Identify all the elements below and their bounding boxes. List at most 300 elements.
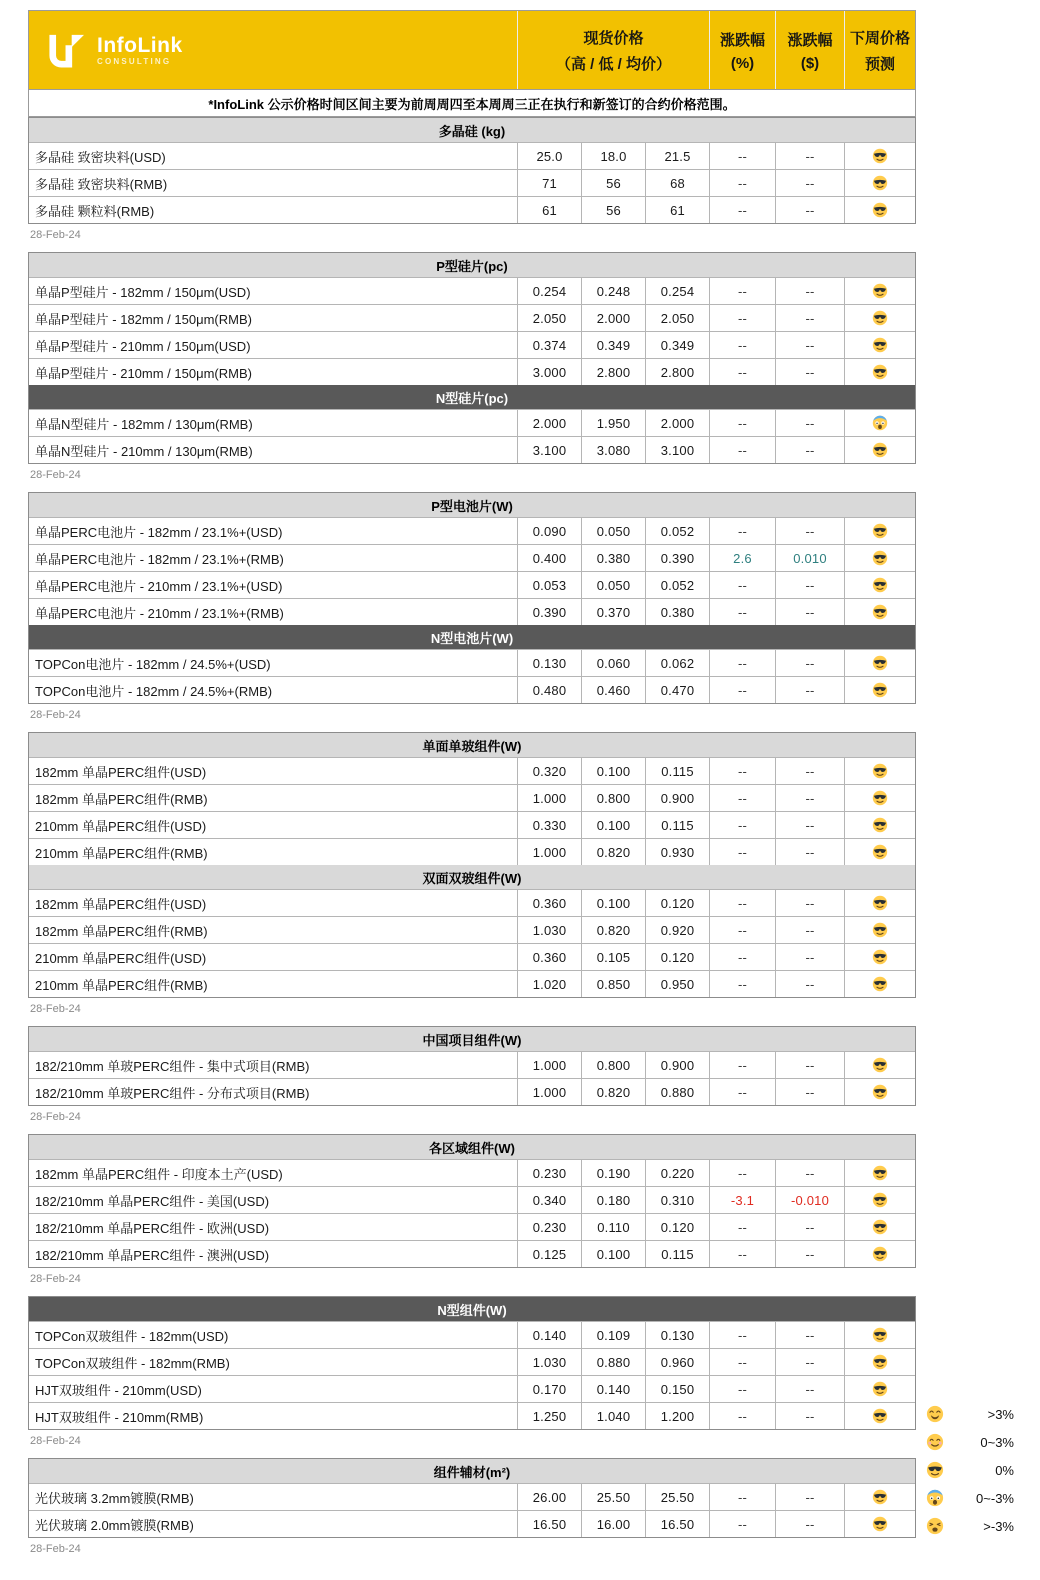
price-avg: 2.000 — [645, 410, 709, 436]
change-pct: -- — [709, 410, 775, 436]
price-high: 0.360 — [517, 944, 581, 970]
face-smile-icon — [926, 1433, 944, 1451]
face-cool-icon — [872, 949, 888, 965]
change-usd: -- — [775, 1241, 844, 1267]
price-low: 0.100 — [581, 1241, 645, 1267]
forecast-cell — [844, 410, 915, 436]
price-avg: 61 — [645, 197, 709, 223]
price-high: 2.050 — [517, 305, 581, 331]
forecast-cell — [844, 1052, 915, 1078]
change-pct: -- — [709, 599, 775, 625]
price-avg: 0.390 — [645, 545, 709, 571]
price-table-block — [28, 117, 916, 224]
change-usd: -- — [775, 410, 844, 436]
price-low: 0.820 — [581, 839, 645, 865]
row-label: TOPCon电池片 - 182mm / 24.5%+(USD) — [35, 656, 271, 672]
face-cool-icon — [872, 1057, 888, 1073]
price-low: 0.050 — [581, 572, 645, 598]
row-label: 182mm 单晶PERC组件(USD) — [35, 896, 207, 912]
change-pct: -- — [709, 332, 775, 358]
forecast-cell — [844, 1079, 915, 1105]
price-low: 0.349 — [581, 332, 645, 358]
price-avg: 0.120 — [645, 890, 709, 916]
change-pct: -- — [709, 839, 775, 865]
price-high: 1.030 — [517, 917, 581, 943]
price-high: 2.000 — [517, 410, 581, 436]
face-grin-icon — [926, 1405, 944, 1423]
date-stamp: 28-Feb-24 — [30, 468, 81, 481]
row-label: 光伏玻璃 3.2mm镀膜(RMB) — [35, 1490, 194, 1506]
date-stamp: 28-Feb-24 — [30, 1542, 81, 1555]
change-pct-unit: (%) — [730, 54, 755, 72]
price-high: 0.053 — [517, 572, 581, 598]
price-low: 0.100 — [581, 890, 645, 916]
forecast-cell — [844, 332, 915, 358]
price-low: 0.800 — [581, 785, 645, 811]
face-cool-icon — [872, 655, 888, 671]
table-row — [29, 970, 915, 997]
price-low: 2.800 — [581, 359, 645, 385]
price-high: 0.330 — [517, 812, 581, 838]
change-usd: -0.010 — [775, 1187, 844, 1213]
price-low: 25.50 — [581, 1484, 645, 1510]
price-table-block — [28, 1296, 916, 1430]
change-pct: -- — [709, 812, 775, 838]
price-low: 0.140 — [581, 1376, 645, 1402]
change-pct: -- — [709, 1484, 775, 1510]
price-avg: 0.150 — [645, 1376, 709, 1402]
table-row — [29, 1078, 915, 1105]
change-usd: -- — [775, 812, 844, 838]
price-avg: 21.5 — [645, 143, 709, 169]
logo-text: InfoLink — [97, 33, 183, 57]
forecast-cell — [844, 1403, 915, 1429]
price-avg: 0.062 — [645, 650, 709, 676]
face-cool-icon — [872, 604, 888, 620]
forecast-cell — [844, 197, 915, 223]
price-low: 0.460 — [581, 677, 645, 703]
face-cool-icon — [872, 202, 888, 218]
table-row — [29, 1375, 915, 1402]
legend-label: 0~3% — [980, 1434, 1014, 1450]
table-row — [29, 358, 915, 385]
price-high: 1.030 — [517, 1349, 581, 1375]
forecast-cell — [844, 1322, 915, 1348]
forecast-title: 下周价格 — [849, 29, 910, 47]
price-table-block — [28, 252, 916, 464]
table-row — [29, 1321, 915, 1348]
face-cool-icon — [872, 1516, 888, 1532]
column-header-forecast — [844, 11, 915, 89]
date-stamp: 28-Feb-24 — [30, 708, 81, 721]
row-label: TOPCon双玻组件 - 182mm(USD) — [35, 1328, 229, 1344]
price-avg: 0.115 — [645, 1241, 709, 1267]
change-usd: -- — [775, 1403, 844, 1429]
change-pct: -- — [709, 1403, 775, 1429]
price-avg: 0.880 — [645, 1079, 709, 1105]
price-high: 0.400 — [517, 545, 581, 571]
price-avg: 0.960 — [645, 1349, 709, 1375]
price-table-block — [28, 1134, 916, 1268]
section-header: 多晶硅 (kg) — [29, 118, 915, 142]
change-usd: -- — [775, 1160, 844, 1186]
price-high: 0.230 — [517, 1214, 581, 1240]
price-low: 0.380 — [581, 545, 645, 571]
price-avg: 0.950 — [645, 971, 709, 997]
forecast-cell — [844, 890, 915, 916]
change-pct: -3.1 — [709, 1187, 775, 1213]
change-pct: -- — [709, 437, 775, 463]
legend-item — [926, 1428, 1014, 1456]
forecast-cell — [844, 812, 915, 838]
price-table-block — [28, 1458, 916, 1538]
price-high: 0.254 — [517, 278, 581, 304]
change-usd: -- — [775, 197, 844, 223]
table-row — [29, 889, 915, 916]
price-avg: 0.254 — [645, 278, 709, 304]
change-pct: -- — [709, 1349, 775, 1375]
table-row — [29, 757, 915, 784]
table-row — [29, 142, 915, 169]
price-avg: 25.50 — [645, 1484, 709, 1510]
face-cool-icon — [872, 1246, 888, 1262]
change-usd: -- — [775, 1511, 844, 1537]
price-avg: 0.052 — [645, 572, 709, 598]
forecast-cell — [844, 1484, 915, 1510]
column-header-change-pct — [709, 11, 775, 89]
price-low: 16.00 — [581, 1511, 645, 1537]
price-table-block — [28, 492, 916, 704]
forecast-cell — [844, 572, 915, 598]
forecast-cell — [844, 143, 915, 169]
face-cool-icon — [872, 523, 888, 539]
change-usd: -- — [775, 1052, 844, 1078]
change-usd: -- — [775, 170, 844, 196]
price-high: 1.000 — [517, 1052, 581, 1078]
price-high: 0.374 — [517, 332, 581, 358]
face-cool-icon — [872, 1084, 888, 1100]
face-cool-icon — [872, 283, 888, 299]
infolink-logo — [29, 11, 517, 89]
row-label: 210mm 单晶PERC组件(USD) — [35, 950, 207, 966]
price-low: 56 — [581, 197, 645, 223]
forecast-cell — [844, 359, 915, 385]
table-row — [29, 409, 915, 436]
face-scream-icon — [872, 415, 888, 431]
change-usd-unit: ($) — [800, 54, 820, 72]
change-pct: -- — [709, 917, 775, 943]
forecast-sub: 预测 — [864, 55, 895, 73]
change-usd: -- — [775, 332, 844, 358]
price-low: 0.050 — [581, 518, 645, 544]
section-header: P型电池片(W) — [29, 493, 915, 517]
price-high: 0.230 — [517, 1160, 581, 1186]
table-row — [29, 1213, 915, 1240]
table-row — [29, 1510, 915, 1537]
row-label: 210mm 单晶PERC组件(USD) — [35, 818, 207, 834]
forecast-cell — [844, 1214, 915, 1240]
table-row — [29, 1483, 915, 1510]
price-low: 0.060 — [581, 650, 645, 676]
table-row — [29, 598, 915, 625]
legend-label: >-3% — [983, 1518, 1014, 1534]
sheet-header — [28, 10, 916, 117]
change-pct: -- — [709, 944, 775, 970]
table-row — [29, 331, 915, 358]
price-high: 0.360 — [517, 890, 581, 916]
row-label: 多晶硅 致密块料(RMB) — [35, 176, 168, 192]
forecast-cell — [844, 305, 915, 331]
table-row — [29, 784, 915, 811]
change-usd: -- — [775, 917, 844, 943]
price-avg: 1.200 — [645, 1403, 709, 1429]
table-row — [29, 436, 915, 463]
row-label: 182/210mm 单晶PERC组件 - 美国(USD) — [35, 1193, 270, 1209]
table-row — [29, 1186, 915, 1213]
row-label: 单晶P型硅片 - 210mm / 150μm(USD) — [35, 338, 251, 354]
face-cool-icon — [872, 175, 888, 191]
row-label: TOPCon电池片 - 182mm / 24.5%+(RMB) — [35, 683, 273, 699]
row-label: 单晶P型硅片 - 182mm / 150μm(USD) — [35, 284, 251, 300]
forecast-cell — [844, 1376, 915, 1402]
face-cool-icon — [872, 1489, 888, 1505]
forecast-cell — [844, 545, 915, 571]
change-usd: -- — [775, 1376, 844, 1402]
price-avg: 0.310 — [645, 1187, 709, 1213]
price-low: 0.850 — [581, 971, 645, 997]
change-usd-title: 涨跌幅 — [787, 31, 833, 49]
price-low: 56 — [581, 170, 645, 196]
change-pct: -- — [709, 1241, 775, 1267]
row-label: 210mm 单晶PERC组件(RMB) — [35, 845, 208, 861]
table-row — [29, 649, 915, 676]
face-cool-icon — [872, 550, 888, 566]
column-header-row — [29, 11, 915, 89]
price-high: 0.320 — [517, 758, 581, 784]
change-usd: -- — [775, 599, 844, 625]
change-usd: 0.010 — [775, 545, 844, 571]
legend-label: 0% — [995, 1462, 1014, 1478]
section-header: N型硅片(pc) — [29, 385, 915, 409]
change-usd: -- — [775, 1484, 844, 1510]
table-row — [29, 277, 915, 304]
price-high: 0.170 — [517, 1376, 581, 1402]
section-header: N型电池片(W) — [29, 625, 915, 649]
forecast-cell — [844, 944, 915, 970]
forecast-cell — [844, 917, 915, 943]
table-row — [29, 196, 915, 223]
change-pct: -- — [709, 170, 775, 196]
change-pct: -- — [709, 1376, 775, 1402]
row-label: 单晶PERC电池片 - 210mm / 23.1%+(USD) — [35, 578, 283, 594]
price-high: 1.020 — [517, 971, 581, 997]
price-avg: 0.930 — [645, 839, 709, 865]
price-low: 3.080 — [581, 437, 645, 463]
section-header: 单面单玻组件(W) — [29, 733, 915, 757]
price-high: 0.480 — [517, 677, 581, 703]
change-pct: -- — [709, 758, 775, 784]
table-row — [29, 916, 915, 943]
price-avg: 0.900 — [645, 1052, 709, 1078]
price-low: 0.100 — [581, 758, 645, 784]
forecast-cell — [844, 437, 915, 463]
change-pct: -- — [709, 1079, 775, 1105]
face-scream-icon — [926, 1489, 944, 1507]
infolink-logo-mark-icon — [45, 32, 87, 68]
change-usd: -- — [775, 305, 844, 331]
forecast-cell — [844, 518, 915, 544]
section-header: 中国项目组件(W) — [29, 1027, 915, 1051]
forecast-legend — [926, 1400, 1014, 1540]
row-label: 多晶硅 致密块料(USD) — [35, 149, 166, 165]
row-label: 182/210mm 单晶PERC组件 - 欧洲(USD) — [35, 1220, 270, 1236]
face-cool-icon — [872, 922, 888, 938]
price-avg: 0.120 — [645, 944, 709, 970]
change-usd: -- — [775, 143, 844, 169]
legend-label: >3% — [987, 1406, 1014, 1422]
date-stamp: 28-Feb-24 — [30, 228, 81, 241]
change-usd: -- — [775, 839, 844, 865]
forecast-cell — [844, 1349, 915, 1375]
price-high: 0.140 — [517, 1322, 581, 1348]
column-header-spot-price — [517, 11, 709, 89]
face-weary-icon — [926, 1517, 944, 1535]
section-header: 组件辅材(m²) — [29, 1459, 915, 1483]
table-row — [29, 1402, 915, 1429]
price-high: 0.130 — [517, 650, 581, 676]
change-usd: -- — [775, 890, 844, 916]
row-label: 单晶N型硅片 - 210mm / 130μm(RMB) — [35, 443, 253, 459]
legend-item — [926, 1456, 1014, 1484]
forecast-cell — [844, 785, 915, 811]
legend-item — [926, 1400, 1014, 1428]
section-header: 各区域组件(W) — [29, 1135, 915, 1159]
row-label: 182mm 单晶PERC组件(RMB) — [35, 923, 208, 939]
price-avg: 2.800 — [645, 359, 709, 385]
change-pct: -- — [709, 359, 775, 385]
change-usd: -- — [775, 944, 844, 970]
face-cool-icon — [872, 1219, 888, 1235]
row-label: 182mm 单晶PERC组件 - 印度本土产(USD) — [35, 1166, 283, 1182]
spot-price-sub: （高 / 低 / 均价） — [555, 55, 671, 73]
face-cool-icon — [872, 148, 888, 164]
table-row — [29, 571, 915, 598]
face-cool-icon — [872, 1192, 888, 1208]
row-label: HJT双玻组件 - 210mm(RMB) — [35, 1409, 204, 1425]
row-label: 光伏玻璃 2.0mm镀膜(RMB) — [35, 1517, 194, 1533]
change-usd: -- — [775, 1322, 844, 1348]
change-usd: -- — [775, 518, 844, 544]
price-low: 0.110 — [581, 1214, 645, 1240]
row-label: 182/210mm 单晶PERC组件 - 澳洲(USD) — [35, 1247, 270, 1263]
row-label: 单晶N型硅片 - 182mm / 130μm(RMB) — [35, 416, 253, 432]
change-usd: -- — [775, 278, 844, 304]
table-row — [29, 169, 915, 196]
forecast-cell — [844, 1511, 915, 1537]
legend-label: 0~-3% — [976, 1490, 1014, 1506]
forecast-cell — [844, 839, 915, 865]
price-low: 0.105 — [581, 944, 645, 970]
table-row — [29, 1159, 915, 1186]
forecast-cell — [844, 170, 915, 196]
price-high: 1.000 — [517, 839, 581, 865]
price-high: 0.340 — [517, 1187, 581, 1213]
change-usd: -- — [775, 1349, 844, 1375]
face-cool-icon — [872, 1165, 888, 1181]
price-table-block — [28, 1026, 916, 1106]
price-avg: 0.380 — [645, 599, 709, 625]
price-low: 2.000 — [581, 305, 645, 331]
row-label: 单晶PERC电池片 - 182mm / 23.1%+(USD) — [35, 524, 283, 540]
legend-item — [926, 1484, 1014, 1512]
forecast-cell — [844, 278, 915, 304]
table-row — [29, 1348, 915, 1375]
logo-subtext: CONSULTING — [97, 56, 172, 66]
section-header: 双面双玻组件(W) — [29, 865, 915, 889]
change-pct: 2.6 — [709, 545, 775, 571]
face-cool-icon — [872, 442, 888, 458]
table-row — [29, 943, 915, 970]
face-cool-icon — [872, 577, 888, 593]
price-low: 1.040 — [581, 1403, 645, 1429]
face-cool-icon — [872, 682, 888, 698]
spot-price-title: 现货价格 — [583, 29, 644, 47]
change-usd: -- — [775, 359, 844, 385]
change-usd: -- — [775, 572, 844, 598]
row-label: HJT双玻组件 - 210mm(USD) — [35, 1382, 202, 1398]
change-pct: -- — [709, 677, 775, 703]
price-low: 0.370 — [581, 599, 645, 625]
change-pct: -- — [709, 1322, 775, 1348]
date-stamp: 28-Feb-24 — [30, 1434, 81, 1447]
section-header: P型硅片(pc) — [29, 253, 915, 277]
row-label: 单晶P型硅片 - 182mm / 150μm(RMB) — [35, 311, 252, 327]
logo-text-group — [97, 35, 183, 66]
price-avg: 0.349 — [645, 332, 709, 358]
change-pct: -- — [709, 572, 775, 598]
change-usd: -- — [775, 971, 844, 997]
column-header-change-usd — [775, 11, 844, 89]
date-stamp: 28-Feb-24 — [30, 1110, 81, 1123]
change-pct: -- — [709, 971, 775, 997]
price-avg: 2.050 — [645, 305, 709, 331]
change-pct: -- — [709, 1511, 775, 1537]
price-high: 0.125 — [517, 1241, 581, 1267]
change-pct: -- — [709, 518, 775, 544]
face-cool-icon — [872, 844, 888, 860]
face-cool-icon — [872, 1327, 888, 1343]
price-high: 26.00 — [517, 1484, 581, 1510]
price-high: 0.090 — [517, 518, 581, 544]
change-usd: -- — [775, 650, 844, 676]
change-pct: -- — [709, 197, 775, 223]
change-usd: -- — [775, 437, 844, 463]
price-avg: 0.120 — [645, 1214, 709, 1240]
forecast-cell — [844, 599, 915, 625]
change-pct: -- — [709, 890, 775, 916]
price-high: 1.000 — [517, 1079, 581, 1105]
change-pct: -- — [709, 1214, 775, 1240]
price-low: 0.820 — [581, 917, 645, 943]
price-avg: 0.470 — [645, 677, 709, 703]
table-row — [29, 1240, 915, 1267]
row-label: 210mm 单晶PERC组件(RMB) — [35, 977, 208, 993]
price-high: 61 — [517, 197, 581, 223]
change-pct: -- — [709, 785, 775, 811]
price-low: 0.248 — [581, 278, 645, 304]
row-label: 单晶PERC电池片 - 182mm / 23.1%+(RMB) — [35, 551, 284, 567]
change-usd: -- — [775, 785, 844, 811]
